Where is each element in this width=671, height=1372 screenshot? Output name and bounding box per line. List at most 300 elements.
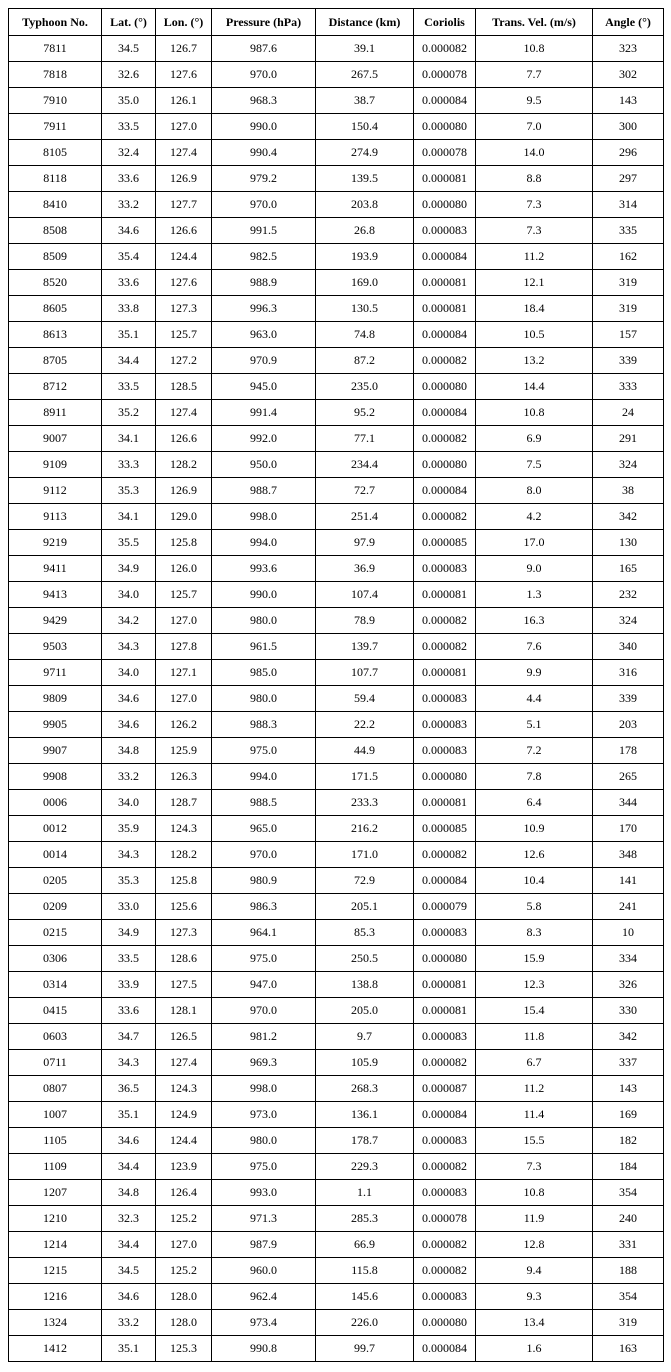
cell-longitude: 125.7: [156, 322, 212, 348]
cell-trans-velocity: 9.5: [476, 88, 593, 114]
cell-trans-velocity: 15.4: [476, 998, 593, 1024]
cell-coriolis: 0.000083: [414, 218, 476, 244]
cell-trans-velocity: 10.8: [476, 36, 593, 62]
table-row: [9, 1154, 664, 1180]
table-row: [9, 1180, 664, 1206]
cell-distance: 250.5: [316, 946, 414, 972]
cell-typhoon-no: 7910: [9, 88, 102, 114]
cell-distance: 97.9: [316, 530, 414, 556]
column-header-typhoon-no: Typhoon No.: [9, 9, 102, 36]
cell-pressure: 996.3: [212, 296, 316, 322]
cell-angle: 141: [593, 868, 664, 894]
table-row: [9, 920, 664, 946]
cell-distance: 77.1: [316, 426, 414, 452]
cell-pressure: 993.0: [212, 1180, 316, 1206]
cell-latitude: 34.9: [102, 556, 156, 582]
column-header-coriolis: Coriolis: [414, 9, 476, 36]
cell-angle: 348: [593, 842, 664, 868]
table-row: [9, 868, 664, 894]
cell-angle: 143: [593, 1076, 664, 1102]
cell-typhoon-no: 8410: [9, 192, 102, 218]
table-row: [9, 816, 664, 842]
cell-typhoon-no: 0603: [9, 1024, 102, 1050]
column-header-longitude: Lon. (°): [156, 9, 212, 36]
cell-trans-velocity: 7.7: [476, 62, 593, 88]
cell-typhoon-no: 0314: [9, 972, 102, 998]
cell-distance: 44.9: [316, 738, 414, 764]
cell-trans-velocity: 1.6: [476, 1336, 593, 1362]
cell-typhoon-no: 0711: [9, 1050, 102, 1076]
cell-typhoon-no: 1215: [9, 1258, 102, 1284]
cell-angle: 354: [593, 1284, 664, 1310]
cell-pressure: 962.4: [212, 1284, 316, 1310]
cell-coriolis: 0.000078: [414, 1206, 476, 1232]
cell-coriolis: 0.000081: [414, 660, 476, 686]
cell-latitude: 34.6: [102, 1128, 156, 1154]
cell-distance: 205.1: [316, 894, 414, 920]
cell-longitude: 126.9: [156, 478, 212, 504]
cell-typhoon-no: 9429: [9, 608, 102, 634]
cell-coriolis: 0.000085: [414, 530, 476, 556]
cell-distance: 87.2: [316, 348, 414, 374]
column-header-trans-velocity: Trans. Vel. (m/s): [476, 9, 593, 36]
cell-typhoon-no: 9112: [9, 478, 102, 504]
column-header-angle: Angle (°): [593, 9, 664, 36]
cell-latitude: 34.6: [102, 1284, 156, 1310]
cell-longitude: 127.0: [156, 608, 212, 634]
cell-coriolis: 0.000082: [414, 634, 476, 660]
cell-latitude: 34.0: [102, 660, 156, 686]
cell-distance: 267.5: [316, 62, 414, 88]
cell-typhoon-no: 0209: [9, 894, 102, 920]
cell-distance: 193.9: [316, 244, 414, 270]
table-row: [9, 88, 664, 114]
cell-latitude: 34.7: [102, 1024, 156, 1050]
cell-longitude: 126.7: [156, 36, 212, 62]
cell-trans-velocity: 12.1: [476, 270, 593, 296]
cell-typhoon-no: 9908: [9, 764, 102, 790]
cell-angle: 188: [593, 1258, 664, 1284]
cell-trans-velocity: 11.8: [476, 1024, 593, 1050]
cell-coriolis: 0.000081: [414, 790, 476, 816]
cell-coriolis: 0.000087: [414, 1076, 476, 1102]
cell-angle: 319: [593, 296, 664, 322]
table-row: [9, 218, 664, 244]
cell-distance: 72.7: [316, 478, 414, 504]
cell-pressure: 975.0: [212, 738, 316, 764]
cell-trans-velocity: 12.6: [476, 842, 593, 868]
cell-typhoon-no: 8712: [9, 374, 102, 400]
cell-longitude: 124.3: [156, 1076, 212, 1102]
cell-distance: 171.0: [316, 842, 414, 868]
cell-longitude: 125.8: [156, 530, 212, 556]
cell-pressure: 991.5: [212, 218, 316, 244]
cell-trans-velocity: 9.0: [476, 556, 593, 582]
cell-angle: 24: [593, 400, 664, 426]
cell-distance: 38.7: [316, 88, 414, 114]
cell-distance: 9.7: [316, 1024, 414, 1050]
cell-latitude: 33.2: [102, 192, 156, 218]
cell-typhoon-no: 9503: [9, 634, 102, 660]
header-row: [9, 9, 664, 36]
cell-latitude: 34.0: [102, 582, 156, 608]
cell-angle: 178: [593, 738, 664, 764]
cell-typhoon-no: 0006: [9, 790, 102, 816]
cell-pressure: 990.8: [212, 1336, 316, 1362]
cell-latitude: 35.1: [102, 1336, 156, 1362]
cell-distance: 85.3: [316, 920, 414, 946]
cell-typhoon-no: 1207: [9, 1180, 102, 1206]
cell-trans-velocity: 9.4: [476, 1258, 593, 1284]
cell-typhoon-no: 8911: [9, 400, 102, 426]
cell-pressure: 970.0: [212, 842, 316, 868]
table-row: [9, 842, 664, 868]
cell-latitude: 33.6: [102, 270, 156, 296]
cell-trans-velocity: 5.1: [476, 712, 593, 738]
cell-longitude: 124.3: [156, 816, 212, 842]
cell-coriolis: 0.000083: [414, 1284, 476, 1310]
cell-angle: 330: [593, 998, 664, 1024]
cell-longitude: 127.0: [156, 114, 212, 140]
cell-coriolis: 0.000080: [414, 114, 476, 140]
cell-typhoon-no: 9711: [9, 660, 102, 686]
cell-distance: 115.8: [316, 1258, 414, 1284]
cell-longitude: 125.7: [156, 582, 212, 608]
cell-pressure: 970.0: [212, 62, 316, 88]
cell-distance: 235.0: [316, 374, 414, 400]
cell-distance: 130.5: [316, 296, 414, 322]
cell-typhoon-no: 0215: [9, 920, 102, 946]
cell-latitude: 33.5: [102, 374, 156, 400]
table-row: [9, 62, 664, 88]
table-row: [9, 686, 664, 712]
table-row: [9, 36, 664, 62]
cell-trans-velocity: 4.2: [476, 504, 593, 530]
cell-pressure: 947.0: [212, 972, 316, 998]
cell-trans-velocity: 7.3: [476, 1154, 593, 1180]
table-row: [9, 1310, 664, 1336]
cell-distance: 229.3: [316, 1154, 414, 1180]
cell-longitude: 128.2: [156, 842, 212, 868]
cell-trans-velocity: 14.0: [476, 140, 593, 166]
cell-angle: 316: [593, 660, 664, 686]
cell-pressure: 980.0: [212, 686, 316, 712]
cell-distance: 268.3: [316, 1076, 414, 1102]
table-row: [9, 582, 664, 608]
cell-pressure: 964.1: [212, 920, 316, 946]
cell-angle: 157: [593, 322, 664, 348]
cell-angle: 342: [593, 1024, 664, 1050]
cell-coriolis: 0.000081: [414, 296, 476, 322]
cell-coriolis: 0.000079: [414, 894, 476, 920]
cell-longitude: 128.6: [156, 946, 212, 972]
cell-trans-velocity: 5.8: [476, 894, 593, 920]
cell-angle: 344: [593, 790, 664, 816]
table-row: [9, 556, 664, 582]
cell-longitude: 128.1: [156, 998, 212, 1024]
cell-trans-velocity: 7.6: [476, 634, 593, 660]
cell-longitude: 126.1: [156, 88, 212, 114]
cell-angle: 339: [593, 686, 664, 712]
cell-trans-velocity: 9.3: [476, 1284, 593, 1310]
cell-pressure: 963.0: [212, 322, 316, 348]
cell-angle: 324: [593, 608, 664, 634]
cell-distance: 74.8: [316, 322, 414, 348]
cell-pressure: 969.3: [212, 1050, 316, 1076]
cell-coriolis: 0.000082: [414, 426, 476, 452]
cell-distance: 205.0: [316, 998, 414, 1024]
cell-latitude: 34.4: [102, 1232, 156, 1258]
cell-latitude: 35.2: [102, 400, 156, 426]
cell-trans-velocity: 11.2: [476, 1076, 593, 1102]
cell-latitude: 34.3: [102, 1050, 156, 1076]
cell-coriolis: 0.000084: [414, 322, 476, 348]
table-row: [9, 1284, 664, 1310]
cell-trans-velocity: 14.4: [476, 374, 593, 400]
table-row: [9, 946, 664, 972]
cell-trans-velocity: 10.4: [476, 868, 593, 894]
cell-longitude: 127.7: [156, 192, 212, 218]
cell-latitude: 34.8: [102, 1180, 156, 1206]
cell-pressure: 990.4: [212, 140, 316, 166]
cell-trans-velocity: 17.0: [476, 530, 593, 556]
cell-latitude: 34.0: [102, 790, 156, 816]
cell-typhoon-no: 8613: [9, 322, 102, 348]
cell-typhoon-no: 1007: [9, 1102, 102, 1128]
cell-typhoon-no: 1216: [9, 1284, 102, 1310]
cell-coriolis: 0.000080: [414, 764, 476, 790]
cell-coriolis: 0.000082: [414, 504, 476, 530]
cell-longitude: 126.5: [156, 1024, 212, 1050]
cell-pressure: 968.3: [212, 88, 316, 114]
cell-latitude: 34.9: [102, 920, 156, 946]
cell-longitude: 126.2: [156, 712, 212, 738]
cell-coriolis: 0.000085: [414, 816, 476, 842]
cell-distance: 22.2: [316, 712, 414, 738]
cell-longitude: 128.0: [156, 1310, 212, 1336]
table-row: [9, 634, 664, 660]
cell-pressure: 993.6: [212, 556, 316, 582]
cell-longitude: 126.6: [156, 426, 212, 452]
cell-typhoon-no: 8509: [9, 244, 102, 270]
cell-latitude: 35.4: [102, 244, 156, 270]
cell-typhoon-no: 7911: [9, 114, 102, 140]
cell-pressure: 992.0: [212, 426, 316, 452]
cell-distance: 274.9: [316, 140, 414, 166]
cell-angle: 342: [593, 504, 664, 530]
cell-typhoon-no: 9809: [9, 686, 102, 712]
cell-angle: 319: [593, 270, 664, 296]
cell-angle: 323: [593, 36, 664, 62]
cell-pressure: 979.2: [212, 166, 316, 192]
cell-latitude: 33.5: [102, 946, 156, 972]
cell-coriolis: 0.000080: [414, 1310, 476, 1336]
cell-coriolis: 0.000082: [414, 1154, 476, 1180]
cell-distance: 59.4: [316, 686, 414, 712]
cell-coriolis: 0.000082: [414, 348, 476, 374]
cell-latitude: 36.5: [102, 1076, 156, 1102]
cell-typhoon-no: 0014: [9, 842, 102, 868]
table-row: [9, 660, 664, 686]
cell-trans-velocity: 10.5: [476, 322, 593, 348]
cell-longitude: 126.4: [156, 1180, 212, 1206]
cell-longitude: 125.2: [156, 1206, 212, 1232]
cell-angle: 143: [593, 88, 664, 114]
cell-trans-velocity: 8.8: [476, 166, 593, 192]
cell-coriolis: 0.000084: [414, 478, 476, 504]
cell-trans-velocity: 13.2: [476, 348, 593, 374]
cell-latitude: 33.9: [102, 972, 156, 998]
cell-coriolis: 0.000083: [414, 920, 476, 946]
table-row: [9, 790, 664, 816]
table-body: [9, 36, 664, 1362]
cell-latitude: 34.5: [102, 36, 156, 62]
cell-coriolis: 0.000082: [414, 608, 476, 634]
cell-latitude: 35.3: [102, 868, 156, 894]
cell-typhoon-no: 8520: [9, 270, 102, 296]
cell-angle: 163: [593, 1336, 664, 1362]
cell-trans-velocity: 10.9: [476, 816, 593, 842]
cell-latitude: 34.1: [102, 426, 156, 452]
cell-angle: 302: [593, 62, 664, 88]
cell-longitude: 127.3: [156, 296, 212, 322]
cell-trans-velocity: 4.4: [476, 686, 593, 712]
cell-distance: 26.8: [316, 218, 414, 244]
cell-coriolis: 0.000084: [414, 1336, 476, 1362]
table-row: [9, 504, 664, 530]
cell-coriolis: 0.000082: [414, 36, 476, 62]
cell-typhoon-no: 1214: [9, 1232, 102, 1258]
cell-latitude: 34.4: [102, 348, 156, 374]
cell-typhoon-no: 0306: [9, 946, 102, 972]
cell-trans-velocity: 11.4: [476, 1102, 593, 1128]
column-header-pressure: Pressure (hPa): [212, 9, 316, 36]
cell-typhoon-no: 8508: [9, 218, 102, 244]
cell-pressure: 981.2: [212, 1024, 316, 1050]
cell-angle: 326: [593, 972, 664, 998]
table-row: [9, 140, 664, 166]
cell-typhoon-no: 8705: [9, 348, 102, 374]
cell-longitude: 128.0: [156, 1284, 212, 1310]
cell-typhoon-no: 1109: [9, 1154, 102, 1180]
cell-pressure: 988.5: [212, 790, 316, 816]
cell-typhoon-no: 7818: [9, 62, 102, 88]
cell-latitude: 34.5: [102, 1258, 156, 1284]
cell-longitude: 127.4: [156, 140, 212, 166]
table-row: [9, 192, 664, 218]
cell-angle: 339: [593, 348, 664, 374]
cell-longitude: 125.3: [156, 1336, 212, 1362]
table-row: [9, 712, 664, 738]
cell-pressure: 985.0: [212, 660, 316, 686]
cell-distance: 78.9: [316, 608, 414, 634]
cell-angle: 10: [593, 920, 664, 946]
cell-trans-velocity: 16.3: [476, 608, 593, 634]
cell-distance: 233.3: [316, 790, 414, 816]
cell-latitude: 34.3: [102, 842, 156, 868]
cell-longitude: 127.8: [156, 634, 212, 660]
cell-distance: 226.0: [316, 1310, 414, 1336]
cell-pressure: 973.4: [212, 1310, 316, 1336]
cell-longitude: 126.9: [156, 166, 212, 192]
cell-longitude: 127.6: [156, 270, 212, 296]
cell-angle: 333: [593, 374, 664, 400]
cell-coriolis: 0.000078: [414, 140, 476, 166]
table-row: [9, 1206, 664, 1232]
cell-distance: 136.1: [316, 1102, 414, 1128]
cell-coriolis: 0.000084: [414, 244, 476, 270]
cell-pressure: 975.0: [212, 1154, 316, 1180]
cell-latitude: 33.2: [102, 1310, 156, 1336]
cell-trans-velocity: 18.4: [476, 296, 593, 322]
table-row: [9, 1024, 664, 1050]
cell-angle: 300: [593, 114, 664, 140]
cell-distance: 66.9: [316, 1232, 414, 1258]
cell-coriolis: 0.000081: [414, 998, 476, 1024]
cell-longitude: 125.8: [156, 868, 212, 894]
cell-distance: 139.5: [316, 166, 414, 192]
cell-trans-velocity: 7.3: [476, 218, 593, 244]
cell-coriolis: 0.000078: [414, 62, 476, 88]
cell-longitude: 124.4: [156, 1128, 212, 1154]
cell-longitude: 127.4: [156, 1050, 212, 1076]
cell-longitude: 127.1: [156, 660, 212, 686]
table-header: [9, 9, 664, 36]
cell-pressure: 970.9: [212, 348, 316, 374]
table-row: [9, 348, 664, 374]
cell-coriolis: 0.000081: [414, 972, 476, 998]
cell-coriolis: 0.000084: [414, 1102, 476, 1128]
cell-pressure: 987.9: [212, 1232, 316, 1258]
cell-angle: 232: [593, 582, 664, 608]
table-row: [9, 400, 664, 426]
cell-latitude: 33.8: [102, 296, 156, 322]
cell-distance: 105.9: [316, 1050, 414, 1076]
cell-distance: 95.2: [316, 400, 414, 426]
table-row: [9, 1336, 664, 1362]
cell-distance: 139.7: [316, 634, 414, 660]
cell-trans-velocity: 7.8: [476, 764, 593, 790]
cell-typhoon-no: 8605: [9, 296, 102, 322]
cell-latitude: 34.8: [102, 738, 156, 764]
cell-pressure: 980.0: [212, 1128, 316, 1154]
cell-typhoon-no: 0205: [9, 868, 102, 894]
cell-angle: 354: [593, 1180, 664, 1206]
cell-trans-velocity: 7.5: [476, 452, 593, 478]
cell-coriolis: 0.000080: [414, 374, 476, 400]
table-row: [9, 972, 664, 998]
cell-pressure: 973.0: [212, 1102, 316, 1128]
cell-trans-velocity: 9.9: [476, 660, 593, 686]
cell-coriolis: 0.000082: [414, 1050, 476, 1076]
cell-pressure: 960.0: [212, 1258, 316, 1284]
table-row: [9, 166, 664, 192]
cell-coriolis: 0.000083: [414, 1024, 476, 1050]
cell-latitude: 35.9: [102, 816, 156, 842]
cell-typhoon-no: 1324: [9, 1310, 102, 1336]
cell-coriolis: 0.000081: [414, 270, 476, 296]
cell-longitude: 126.6: [156, 218, 212, 244]
cell-angle: 297: [593, 166, 664, 192]
cell-trans-velocity: 10.8: [476, 400, 593, 426]
cell-typhoon-no: 9219: [9, 530, 102, 556]
cell-pressure: 971.3: [212, 1206, 316, 1232]
cell-latitude: 33.2: [102, 764, 156, 790]
cell-coriolis: 0.000080: [414, 192, 476, 218]
cell-angle: 337: [593, 1050, 664, 1076]
cell-latitude: 33.6: [102, 166, 156, 192]
cell-latitude: 34.6: [102, 712, 156, 738]
